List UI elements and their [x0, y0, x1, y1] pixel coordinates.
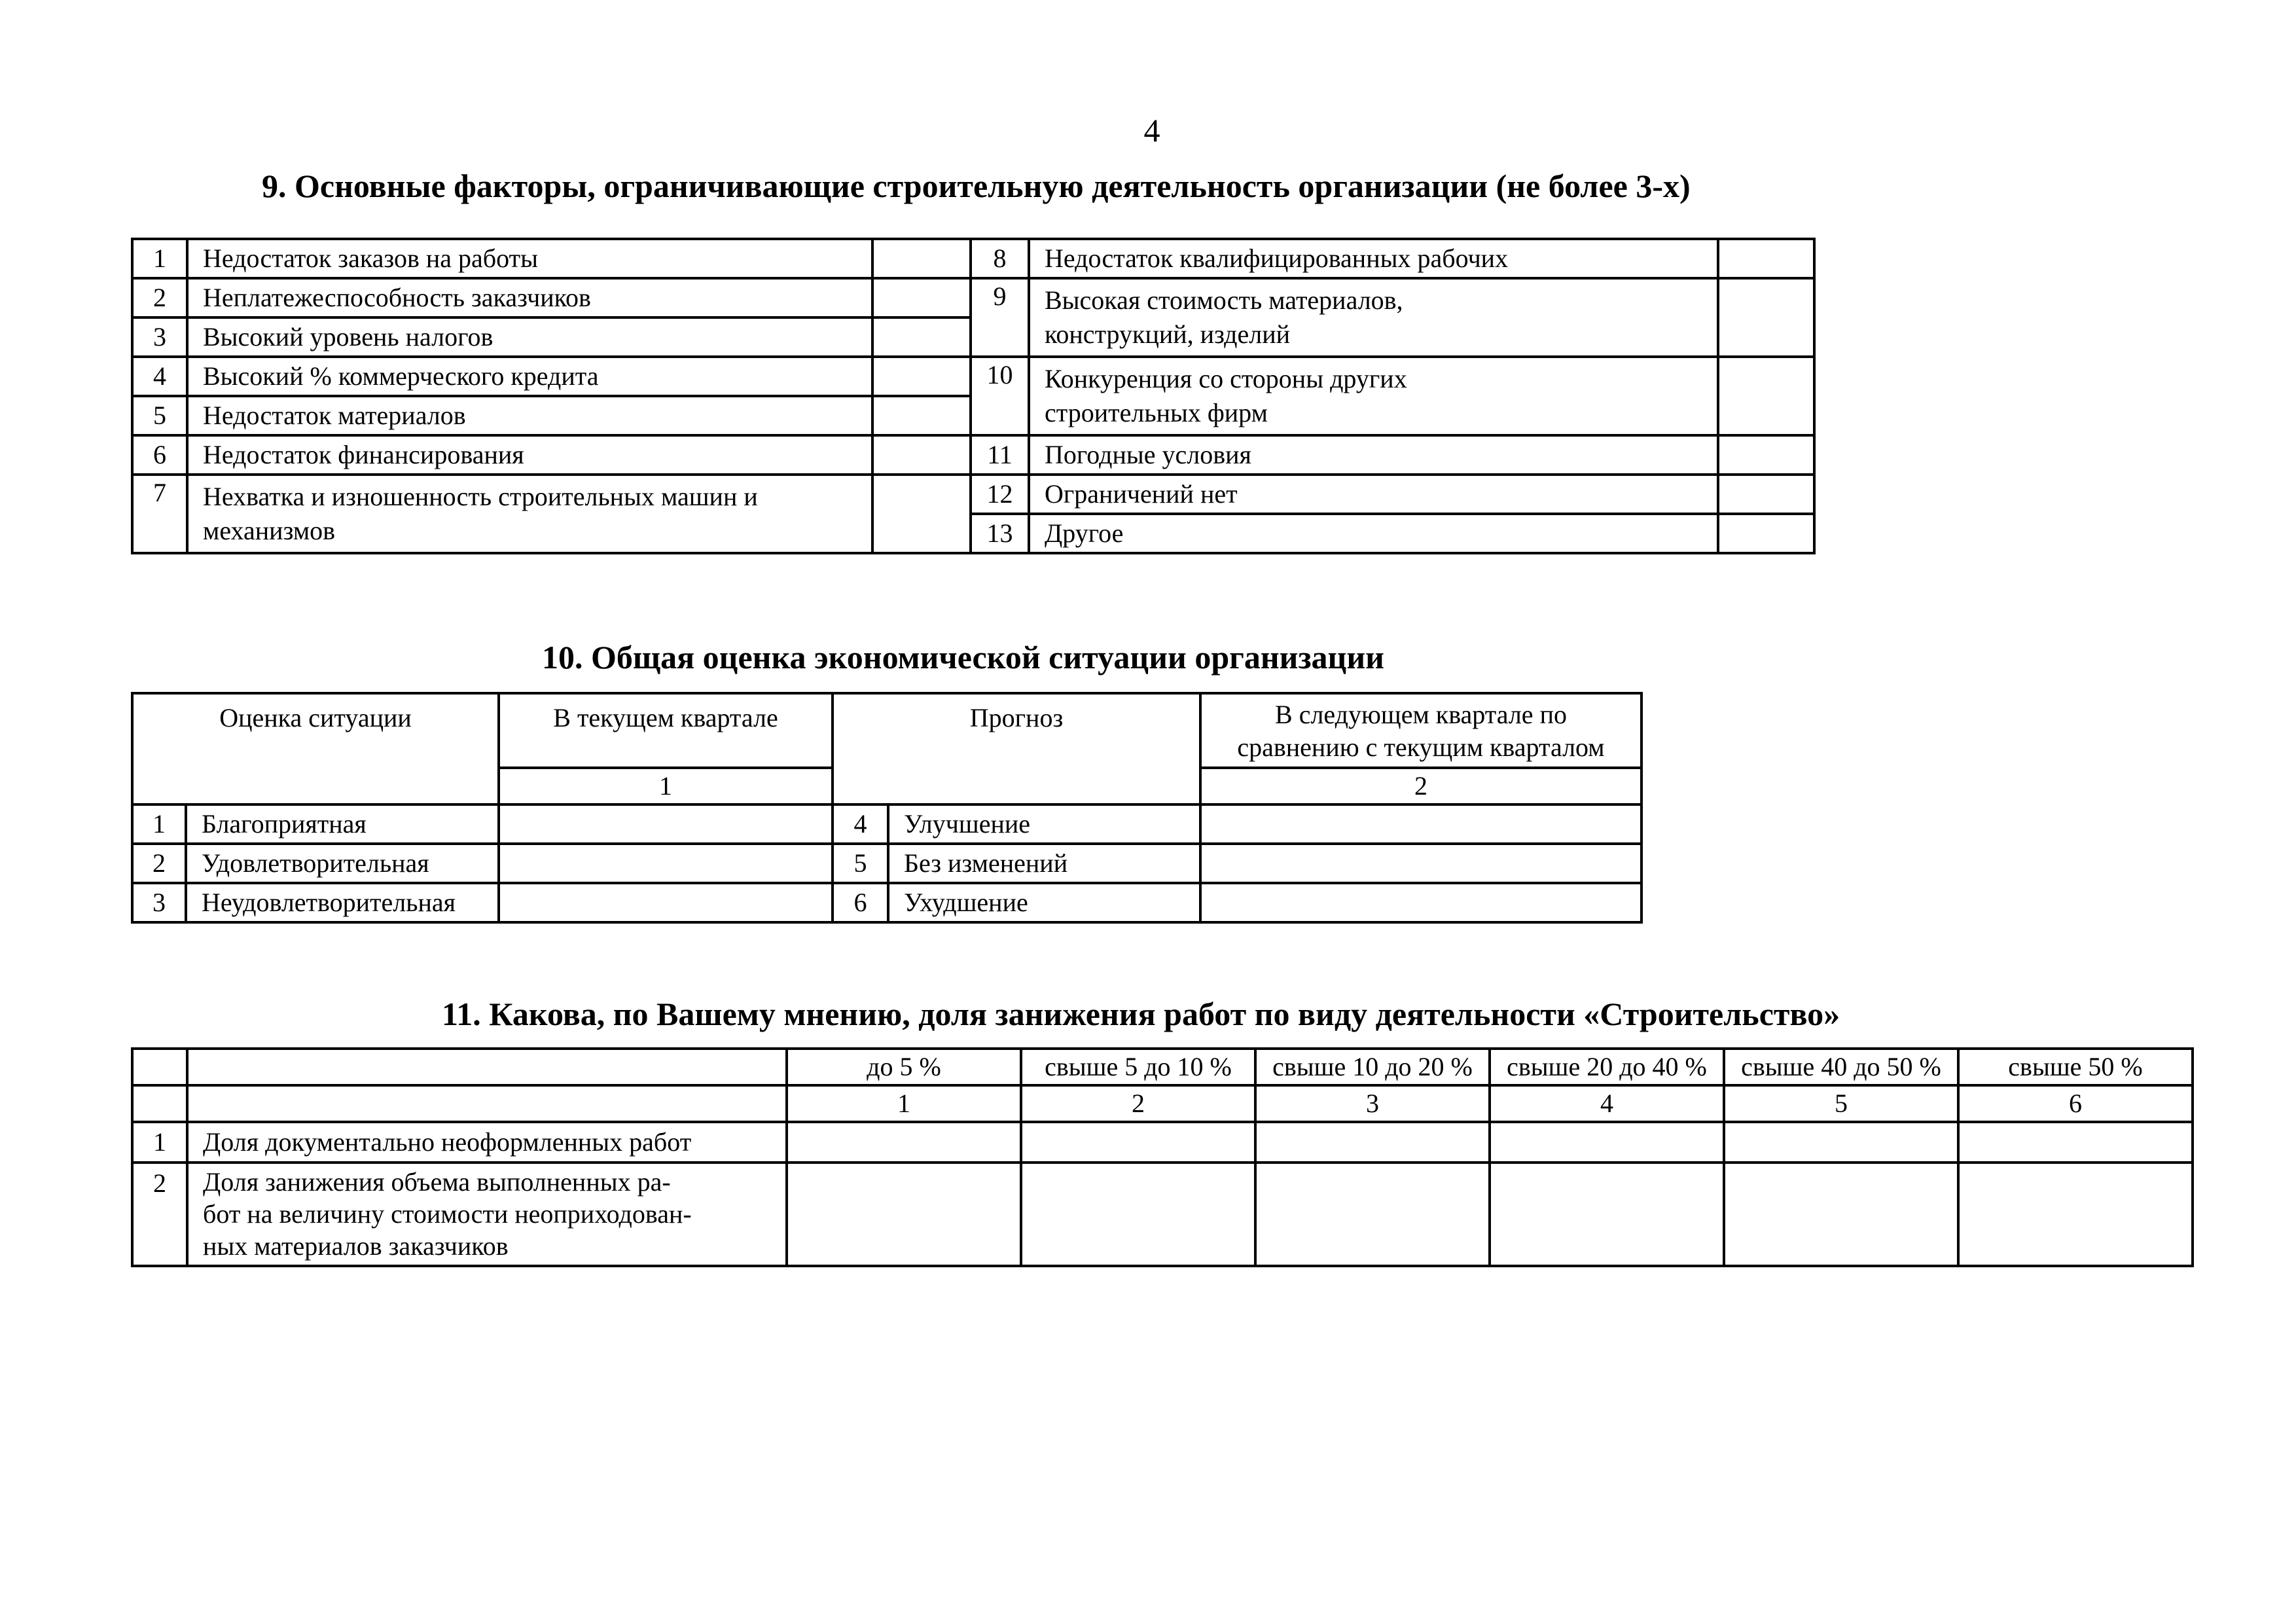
empty-cell	[132, 1049, 187, 1085]
header-next-quarter	[1200, 693, 1641, 768]
factor-number: 13	[971, 514, 1029, 553]
factor-label-line: строительных фирм	[1045, 398, 1268, 427]
column-number: 4	[1490, 1085, 1724, 1122]
forecast-label: Ухудшение	[888, 883, 1200, 922]
factor-label-line: Конкуренция со стороны других	[1045, 364, 1407, 393]
table-row	[132, 883, 1641, 922]
factor-label: Недостаток материалов	[187, 396, 872, 435]
table-row	[132, 278, 1814, 317]
table-header-row	[132, 1085, 2193, 1122]
section10-table	[131, 692, 1643, 924]
factor-label-line: конструкций, изделий	[1045, 319, 1291, 349]
header-assessment: Оценка ситуации	[132, 693, 499, 804]
factor-label	[187, 475, 872, 553]
next-quarter-cell[interactable]	[1200, 844, 1641, 883]
column-number: 2	[1021, 1085, 1255, 1122]
factor-label-line: Нехватка и изношенность строительных машин и	[203, 482, 758, 511]
header-forecast: Прогноз	[833, 693, 1200, 804]
table-row	[132, 239, 1814, 278]
column-number: 6	[1958, 1085, 2193, 1122]
factor-label: Другое	[1029, 514, 1718, 553]
column-number: 1	[499, 768, 833, 804]
table-row	[132, 1122, 2193, 1163]
row-number: 5	[833, 844, 888, 883]
share-input-cell[interactable]	[1490, 1122, 1724, 1163]
section9-title: 9. Основные факторы, ограничивающие строительную деятельность организации (не более 3-х)	[262, 168, 1691, 204]
table-row	[132, 475, 1814, 514]
table-row	[132, 844, 1641, 883]
row-label-line: ных материалов заказчиков	[203, 1231, 509, 1261]
share-input-cell[interactable]	[787, 1122, 1021, 1163]
current-quarter-cell[interactable]	[499, 844, 833, 883]
factor-label: Недостаток финансирования	[187, 435, 872, 475]
row-number: 2	[132, 844, 186, 883]
row-number: 6	[833, 883, 888, 922]
current-quarter-cell[interactable]	[499, 883, 833, 922]
factor-number: 2	[132, 278, 187, 317]
factor-number: 7	[132, 475, 187, 553]
factor-mark-cell[interactable]	[1718, 357, 1814, 435]
factor-mark-cell[interactable]	[872, 278, 971, 317]
column-number: 2	[1200, 768, 1641, 804]
section9-table	[131, 238, 1816, 554]
factor-label-line: Высокая стоимость материалов,	[1045, 285, 1403, 315]
forecast-label: Без изменений	[888, 844, 1200, 883]
row-label: Доля документально неоформленных работ	[187, 1122, 787, 1163]
factor-mark-cell[interactable]	[872, 357, 971, 396]
header-current-quarter: В текущем квартале	[499, 693, 833, 768]
factor-number: 8	[971, 239, 1029, 278]
factor-mark-cell[interactable]	[872, 475, 971, 553]
share-input-cell[interactable]	[1490, 1163, 1724, 1266]
column-header: свыше 5 до 10 %	[1021, 1049, 1255, 1085]
share-input-cell[interactable]	[1021, 1163, 1255, 1266]
table-header-row	[132, 693, 1641, 768]
factor-mark-cell[interactable]	[872, 317, 971, 357]
factor-mark-cell[interactable]	[1718, 514, 1814, 553]
table-row	[132, 435, 1814, 475]
share-input-cell[interactable]	[1255, 1163, 1490, 1266]
factor-number: 9	[971, 278, 1029, 357]
factor-label: Недостаток квалифицированных рабочих	[1029, 239, 1718, 278]
column-header: свыше 10 до 20 %	[1255, 1049, 1490, 1085]
row-label-line: бот на величину стоимости неоприходован-	[203, 1199, 692, 1229]
share-input-cell[interactable]	[1255, 1122, 1490, 1163]
share-input-cell[interactable]	[1958, 1163, 2193, 1266]
header-next-quarter-line: В следующем квартале по	[1275, 700, 1567, 729]
factor-number: 4	[132, 357, 187, 396]
factor-number: 1	[132, 239, 187, 278]
factor-mark-cell[interactable]	[1718, 435, 1814, 475]
factor-label: Высокий уровень налогов	[187, 317, 872, 357]
table-row	[132, 357, 1814, 396]
empty-cell	[132, 1085, 187, 1122]
empty-cell	[187, 1049, 787, 1085]
column-header: свыше 40 до 50 %	[1724, 1049, 1958, 1085]
factor-mark-cell[interactable]	[1718, 278, 1814, 357]
section11-title: 11. Какова, по Вашему мнению, доля занижения работ по виду деятельности «Строительство»	[442, 996, 1840, 1032]
column-header: свыше 50 %	[1958, 1049, 2193, 1085]
factor-label	[1029, 278, 1718, 357]
row-number: 2	[132, 1163, 187, 1266]
page-number: 4	[1143, 112, 1160, 149]
row-label	[187, 1163, 787, 1266]
assessment-label: Благоприятная	[186, 804, 499, 844]
column-number: 5	[1724, 1085, 1958, 1122]
factor-mark-cell[interactable]	[1718, 239, 1814, 278]
assessment-label: Неудовлетворительная	[186, 883, 499, 922]
assessment-label: Удовлетворительная	[186, 844, 499, 883]
column-number: 3	[1255, 1085, 1490, 1122]
next-quarter-cell[interactable]	[1200, 883, 1641, 922]
factor-number: 11	[971, 435, 1029, 475]
table-row	[132, 804, 1641, 844]
share-input-cell[interactable]	[1958, 1122, 2193, 1163]
header-next-quarter-line: сравнению с текущим кварталом	[1237, 732, 1605, 762]
factor-label: Ограничений нет	[1029, 475, 1718, 514]
empty-cell	[187, 1085, 787, 1122]
row-number: 4	[833, 804, 888, 844]
section11-table	[131, 1047, 2194, 1267]
current-quarter-cell[interactable]	[499, 804, 833, 844]
section10-title: 10. Общая оценка экономической ситуации организации	[542, 639, 1384, 676]
factor-label: Недостаток заказов на работы	[187, 239, 872, 278]
column-number: 1	[787, 1085, 1021, 1122]
factor-mark-cell[interactable]	[872, 396, 971, 435]
table-header-row	[132, 1049, 2193, 1085]
factor-label	[1029, 357, 1718, 435]
share-input-cell[interactable]	[1724, 1122, 1958, 1163]
factor-number: 12	[971, 475, 1029, 514]
factor-label: Высокий % коммерческого кредита	[187, 357, 872, 396]
factor-label-line: механизмов	[203, 516, 336, 545]
factor-mark-cell[interactable]	[872, 239, 971, 278]
factor-mark-cell[interactable]	[1718, 475, 1814, 514]
factor-number: 3	[132, 317, 187, 357]
column-header: свыше 20 до 40 %	[1490, 1049, 1724, 1085]
row-number: 3	[132, 883, 186, 922]
factor-label: Неплатежеспособность заказчиков	[187, 278, 872, 317]
share-input-cell[interactable]	[1724, 1163, 1958, 1266]
factor-number: 5	[132, 396, 187, 435]
row-number: 1	[132, 804, 186, 844]
row-number: 1	[132, 1122, 187, 1163]
row-label-line: Доля занижения объема выполненных ра-	[203, 1167, 671, 1197]
factor-number: 6	[132, 435, 187, 475]
column-header: до 5 %	[787, 1049, 1021, 1085]
factor-mark-cell[interactable]	[872, 435, 971, 475]
factor-number: 10	[971, 357, 1029, 435]
table-row	[132, 1163, 2193, 1266]
forecast-label: Улучшение	[888, 804, 1200, 844]
factor-label: Погодные условия	[1029, 435, 1718, 475]
next-quarter-cell[interactable]	[1200, 804, 1641, 844]
share-input-cell[interactable]	[1021, 1122, 1255, 1163]
share-input-cell[interactable]	[787, 1163, 1021, 1266]
